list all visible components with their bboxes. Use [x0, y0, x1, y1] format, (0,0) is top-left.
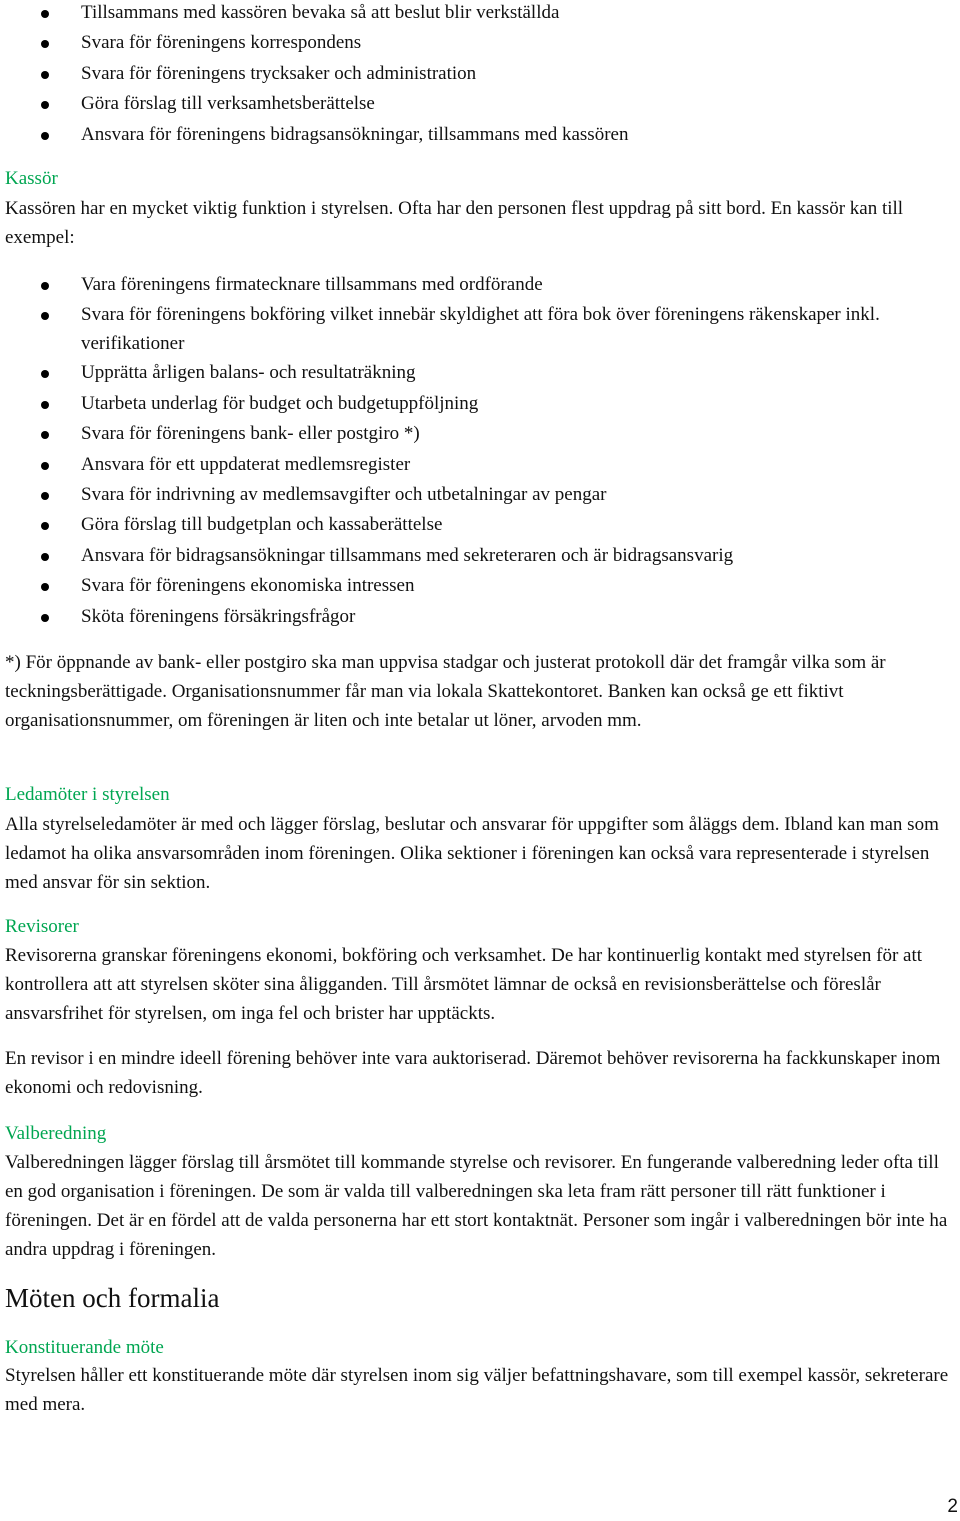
secretary-duties-list	[0, 0, 940, 150]
bullet-icon	[41, 614, 49, 622]
bullet-icon	[41, 312, 49, 320]
ledamoter-heading: Ledamöter i styrelsen	[5, 784, 170, 805]
revisorer-text-2: En revisor i en mindre ideell förening behöver inte vara auktoriserad. Däremot behöver revisorerna ha fackkunskaper inom ekonomi och redovisning.	[5, 1048, 941, 1098]
list-item: Svara för föreningens trycksaker och administration	[0, 59, 940, 89]
section-title: Möten och formalia	[5, 1283, 220, 1313]
revisorer-text: Revisorerna granskar föreningens ekonomi, bokföring och verksamhet. De har kontinuerlig kontakt med styrelsen för att kontrollera att att styrelsen sköter sina åligganden. Till årsmötet lämnar de också en revisionsberättelse och föreslår ansvarsfrihet för styrelsen, om inga fel och brister har upptäckts.	[5, 945, 923, 1024]
kassor-footnote: *) För öppnande av bank- eller postgiro ska man uppvisa stadgar och justerat protokoll där det framgår vilka som är teckningsberättigade. Organisationsnummer får man via lokala Skattekontoret. Banken kan också ge ett fiktivt organisationsnummer, om föreningen är liten och inte betalar ut löner, arvoden mm.	[5, 652, 886, 731]
kassor-heading: Kassör	[5, 168, 58, 189]
ledamoter-text: Alla styrelseledamöter är med och lägger förslag, beslutar och ansvarar för uppgifter som åläggs dem. Ibland kan man som ledamot ha olika ansvarsområden inom föreningen. Olika sektioner i föreningen kan också vara representerade i styrelsen med ansvar för sin sektion.	[5, 814, 939, 893]
bullet-icon	[41, 101, 49, 109]
bullet-icon	[41, 462, 49, 470]
bullet-icon	[41, 522, 49, 530]
bullet-icon	[41, 492, 49, 500]
list-item: Ansvara för bidragsansökningar tillsammans med sekreteraren och är bidragsansvarig	[0, 541, 940, 571]
bullet-icon	[41, 132, 49, 140]
bullet-icon	[41, 401, 49, 409]
bullet-icon	[41, 282, 49, 290]
list-item: Svara för föreningens korrespondens	[0, 28, 940, 58]
konstituerande-heading: Konstituerande möte	[5, 1337, 164, 1358]
list-item: Svara för föreningens bokföring vilket innebär skyldighet att föra bok över föreningens räkenskaper inkl. verifikationer	[0, 300, 940, 358]
bullet-icon	[41, 370, 49, 378]
list-item: Göra förslag till budgetplan och kassaberättelse	[0, 510, 940, 540]
bullet-icon	[41, 553, 49, 561]
list-item: Upprätta årligen balans- och resultaträkning	[0, 358, 940, 388]
bullet-icon	[41, 10, 49, 18]
list-item: Utarbeta underlag för budget och budgetuppföljning	[0, 389, 940, 419]
valberedning-heading: Valberedning	[5, 1123, 107, 1144]
bullet-icon	[41, 431, 49, 439]
valberedning-text: Valberedningen lägger förslag till årsmötet till kommande styrelse och revisorer. En fungerande valberedning leder ofta till en god organisation i föreningen. De som är valda till valberedningen ska leta fram rätt personer till rätt funktioner i föreningen. Det är en fördel att de valda personerna har ett stort kontaktnät. Personer som ingår i valberedningen bör inte ha andra uppdrag i föreningen.	[5, 1152, 948, 1260]
list-item: Tillsammans med kassören bevaka så att beslut blir verkställda	[0, 0, 940, 28]
list-item: Svara för föreningens bank- eller postgiro *)	[0, 419, 940, 449]
list-item: Vara föreningens firmatecknare tillsammans med ordförande	[0, 270, 940, 300]
list-item: Göra förslag till verksamhetsberättelse	[0, 89, 940, 119]
list-item: Sköta föreningens försäkringsfrågor	[0, 602, 940, 632]
page-number: 2	[947, 1496, 958, 1517]
bullet-icon	[41, 40, 49, 48]
list-item: Ansvara för ett uppdaterat medlemsregister	[0, 450, 940, 480]
bullet-icon	[41, 583, 49, 591]
list-item: Svara för föreningens ekonomiska intressen	[0, 571, 940, 601]
kassor-intro: Kassören har en mycket viktig funktion i styrelsen. Ofta har den personen flest uppdrag på sitt bord. En kassör kan till exempel:	[5, 198, 904, 248]
list-item: Ansvara för föreningens bidragsansökningar, tillsammans med kassören	[0, 120, 940, 150]
kassor-duties-list	[0, 270, 940, 632]
revisorer-heading: Revisorer	[5, 916, 79, 937]
list-item: Svara för indrivning av medlemsavgifter och utbetalningar av pengar	[0, 480, 940, 510]
konstituerande-text: Styrelsen håller ett konstituerande möte där styrelsen inom sig väljer befattningshavare, som till exempel kassör, sekreterare med mera.	[5, 1365, 949, 1415]
bullet-icon	[41, 71, 49, 79]
